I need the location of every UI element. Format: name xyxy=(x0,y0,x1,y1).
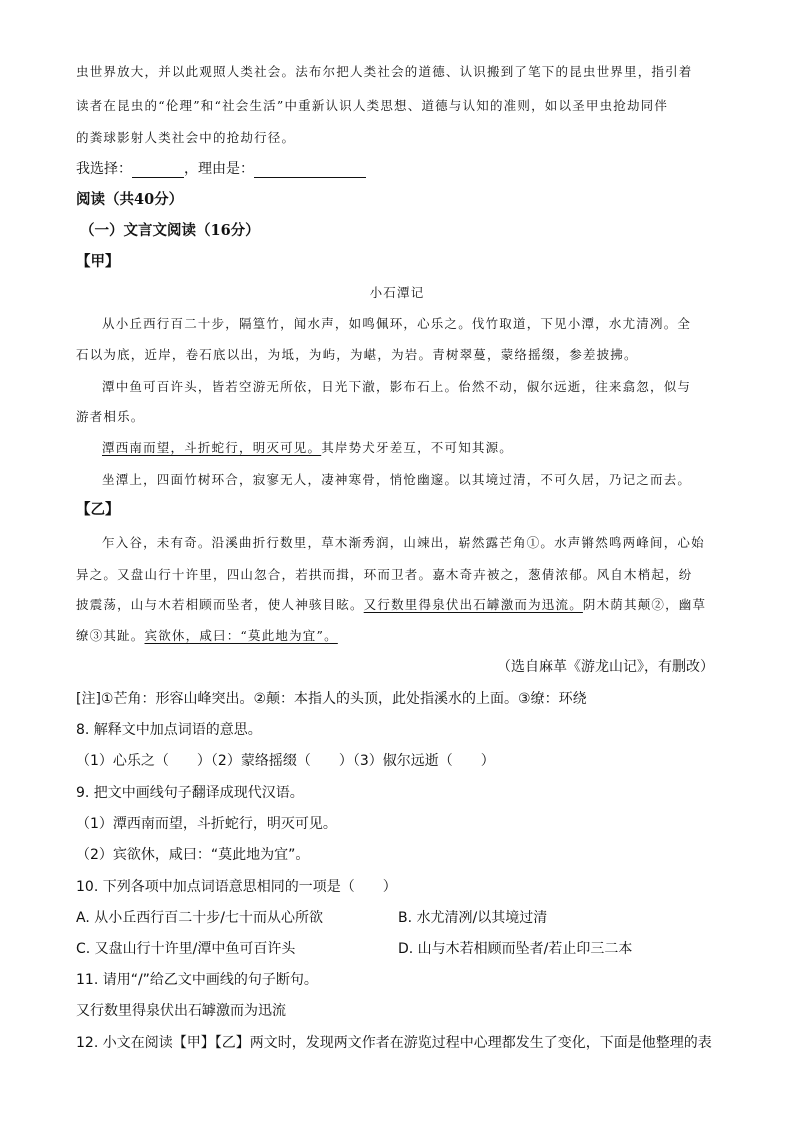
footnote: [注]①芒角：形容山峰突出。②颠：本指人的头顶，此处指溪水的上面。③缭：环绕 xyxy=(76,691,587,707)
yi-line-4-start: 缭③其趾。 xyxy=(76,628,145,643)
option-b[interactable]: B. 水尤清冽/以其境过清 xyxy=(398,910,548,926)
question-11: 11. 请用“/”给乙文中画线的句子断句。 xyxy=(76,972,318,988)
reason-blank[interactable] xyxy=(254,163,366,178)
choose-label: 我选择： xyxy=(76,161,132,177)
jia-marker: 【甲】 xyxy=(76,253,120,270)
jia-p3 xyxy=(102,438,513,456)
question-10: 10. 下列各项中加点词语意思相同的一项是（ ） xyxy=(76,879,397,895)
yi-line-2: 异之。又盘山行十许里，四山忽合，若拱而揖，环而卫者。嘉木奇卉被之，葱倩浓郁。风自木梢起，纷 xyxy=(76,567,693,582)
subsection-title: （一）文言文阅读（16分） xyxy=(80,222,260,239)
question-8: 8. 解释文中加点词语的意思。 xyxy=(76,722,262,738)
yi-line-4 xyxy=(76,626,338,644)
question-11-text: 又行数里得泉伏出石罅激而为迅流 xyxy=(76,1003,286,1019)
section-title: 阅读（共40分） xyxy=(76,191,184,208)
yi-line-3-rest: 阴木荫其颠②，幽草 xyxy=(582,597,707,612)
yi-line-3-start: 披震荡，山与木若相顾而坠者，使人神骇目眩。 xyxy=(76,597,364,612)
underlined-sentence-yi: 又行数里得泉伏出石罅激而为迅流。 xyxy=(363,597,583,612)
question-9-2: （2）宾欲休，咸曰：“莫此地为宜”。 xyxy=(76,847,310,863)
underlined-sentence: 潭西南而望，斗折蛇行，明灭可见。 xyxy=(102,440,322,455)
intro-line-3: 的粪球影射人类社会中的抢劫行径。 xyxy=(76,130,296,145)
source-citation: （选自麻革《游龙山记》，有删改） xyxy=(497,659,714,675)
option-a[interactable]: A. 从小丘西行百二十步/七十而从心所欲 xyxy=(76,910,323,926)
jia-p4: 坐潭上，四面竹树环合，寂寥无人，凄神寒骨，悄怆幽邃。以其境过清，不可久居，乃记之而去。 xyxy=(102,472,692,487)
jia-p3-rest: 其岸势犬牙差互，不可知其源。 xyxy=(321,440,514,455)
option-c[interactable]: C. 又盘山行十许里/潭中鱼可百许头 xyxy=(76,941,296,957)
choice-blank[interactable] xyxy=(132,163,184,178)
question-12: 12. 小文在阅读【甲】【乙】两文时，发现两文作者在游览过程中心理都发生了变化，下面是他整理的表 xyxy=(76,1035,712,1051)
yi-line-1: 乍入谷，未有奇。沿溪曲折行数里，草木渐秀润，山竦出，崭然露芒角①。水声锵然鸣两峰间，心始 xyxy=(102,535,705,550)
passage-title: 小石潭记 xyxy=(369,285,425,300)
intro-line-1: 虫世界放大，并以此观照人类社会。法布尔把人类社会的道德、认识搬到了笔下的昆虫世界里，指引着 xyxy=(76,64,693,79)
jia-p1-b: 石以为底，近岸，卷石底以出，为坻，为屿，为嵁，为岩。青树翠蔓，蒙络摇缀，参差披拂。 xyxy=(76,347,638,362)
jia-p2-a: 潭中鱼可百许头，皆若空游无所依，日光下澈，影布石上。佁然不动，俶尔远逝，往来翕忽，似与 xyxy=(102,379,692,394)
choice-line xyxy=(76,158,366,178)
yi-line-3 xyxy=(76,595,706,613)
jia-p1-a: 从小丘西行百二十步，隔篁竹，闻水声，如鸣佩环，心乐之。伐竹取道，下见小潭，水尤清冽。全 xyxy=(102,316,692,331)
reason-label: ，理由是： xyxy=(184,161,254,177)
question-8-items: （1）心乐之（ ）（2）蒙络摇缀（ ）（3）俶尔远逝（ ） xyxy=(76,753,495,769)
jia-p2-b: 游者相乐。 xyxy=(76,409,145,424)
option-d[interactable]: D. 山与木若相顾而坠者/若止印三二本 xyxy=(398,941,633,957)
question-9-1: （1）潭西南而望，斗折蛇行，明灭可见。 xyxy=(76,816,337,832)
underlined-sentence-yi-2: 宾欲休，咸曰：“莫此地为宜”。 xyxy=(144,628,338,643)
intro-line-2: 读者在昆虫的“伦理”和“社会生活”中重新认识人类思想、道德与认知的准则，如以圣甲虫抢劫同伴 xyxy=(76,98,669,113)
question-9: 9. 把文中画线句子翻译成现代汉语。 xyxy=(76,785,304,801)
yi-marker: 【乙】 xyxy=(76,501,120,518)
